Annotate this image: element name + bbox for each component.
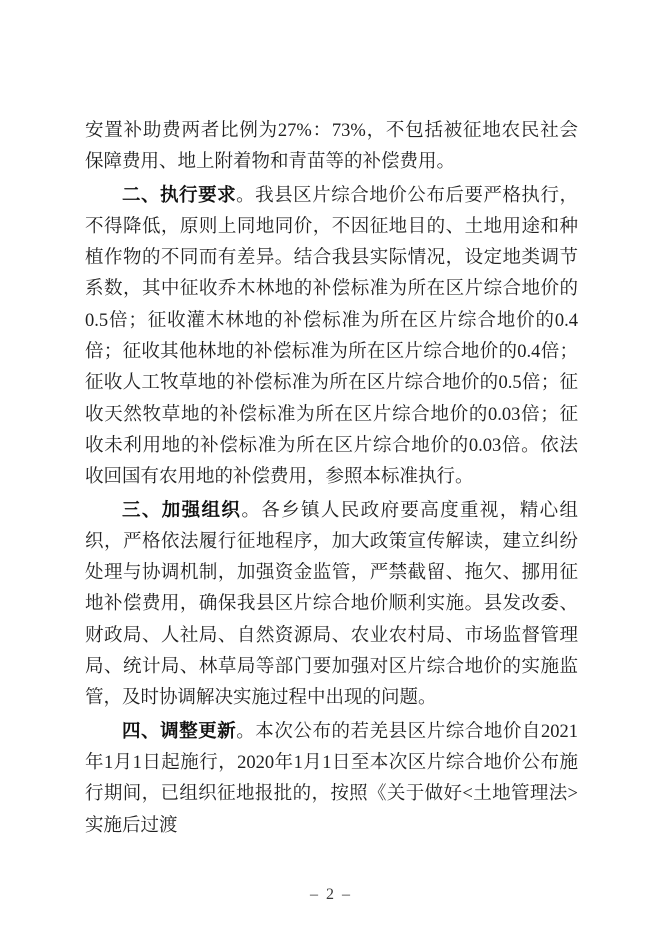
section-heading: 二、执行要求: [122, 183, 237, 205]
paragraph-text: 。各乡镇人民政府要高度重视，精心组织，严格依法履行征地程序，加大政策宣传解读，建立纠纷处理与协调机制，加强资金监管，严禁截留、拖欠、挪用征地补偿费用，确保我县区片综合地价顺利实施。县发改委、财政局、人社局、自然资源局、农业农村局、市场监督管理局、统计局、林草局等部门要加强对区片综合地价的实施监管，及时协调解决实施过程中出现的问题。: [85, 500, 578, 709]
paragraph: [85, 114, 578, 179]
paragraph: [85, 494, 578, 715]
section-heading: 三、加强组织: [122, 498, 242, 520]
document-body: [85, 114, 578, 842]
paragraph-text: 。我县区片综合地价公布后要严格执行，不得降低，原则上同地同价，不因征地目的、土地用途和种植作物的不同而有差异。结合我县实际情况，设定地类调节系数，其中征收乔木林地的补偿标准为所在区片综合地价的0.5倍；征收灌木林地的补偿标准为所在区片综合地价的0.4倍；征收其他林地的补偿标准为所在区片综合地价的0.4倍；征收人工牧草地的补偿标准为所在区片综合地价的0.5倍；征收天然牧草地的补偿标准为所在区片综合地价的0.03倍；征收未利用地的补偿标准为所在区片综合地价的0.03倍。依法收回国有农用地的补偿费用，参照本标准执行。: [85, 185, 578, 488]
paragraph: [85, 179, 578, 494]
paragraph-text: 安置补助费两者比例为27%：73%，不包括被征地农民社会保障费用、地上附着物和青苗等的补偿费用。: [85, 121, 578, 173]
section-heading: 四、调整更新: [122, 719, 237, 741]
paragraph-text: 。本次公布的若羌县区片综合地价自2021年1月1日起施行，2020年1月1日至本次区片综合地价公布施行期间，已组织征地报批的，按照《关于做好<土地管理法>实施后过渡: [85, 721, 578, 836]
page-number: – 2 –: [310, 886, 352, 903]
paragraph: [85, 715, 578, 842]
